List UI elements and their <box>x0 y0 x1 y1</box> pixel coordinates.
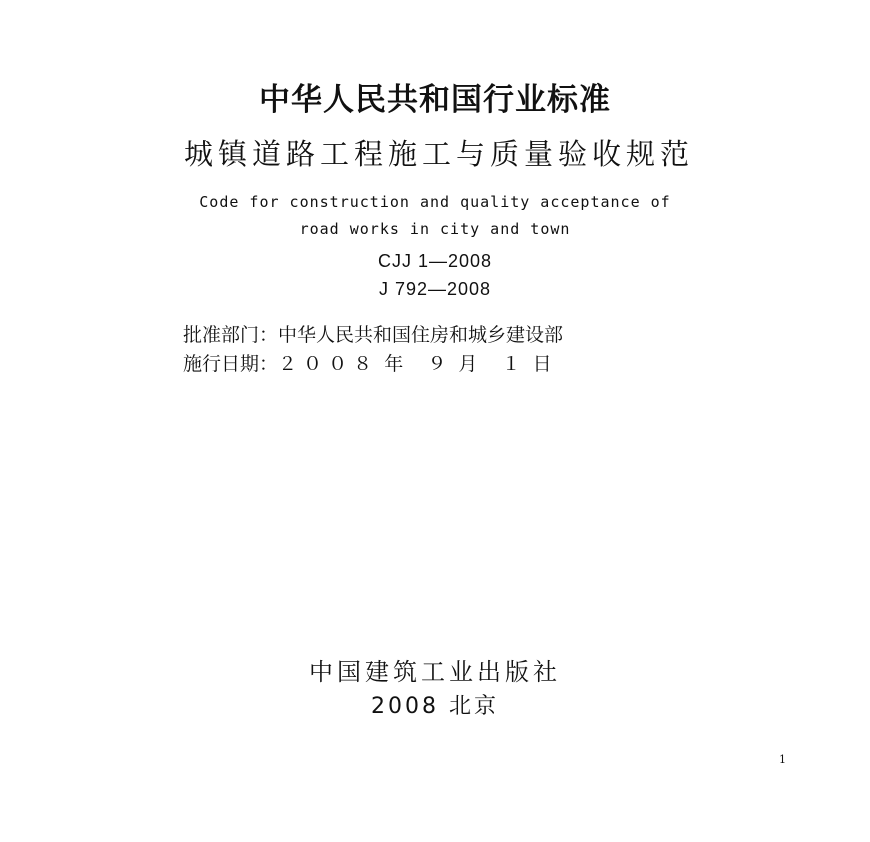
document-title-en-line2: road works in city and town <box>299 220 571 238</box>
standard-type-heading: 中华人民共和国行业标准 <box>259 82 611 118</box>
effective-date: 施行日期：２ ０ ０ ８ 年 ９ 月 １ 日 <box>183 353 552 375</box>
publish-year-place: 2008 北京 <box>371 694 499 719</box>
standard-code-cjj: CJJ 1—2008 <box>377 251 493 271</box>
document-title-zh: 城镇道路工程施工与质量验收规范 <box>183 137 694 171</box>
standard-code-j: J 792—2008 <box>378 279 492 299</box>
approving-department: 批准部门：中华人民共和国住房和城乡建设部 <box>183 324 564 346</box>
page-number: 1 <box>779 753 786 766</box>
document-title-en-line1: Code for construction and quality acceptance of <box>199 193 671 211</box>
publisher-name: 中国建筑工业出版社 <box>309 658 561 686</box>
